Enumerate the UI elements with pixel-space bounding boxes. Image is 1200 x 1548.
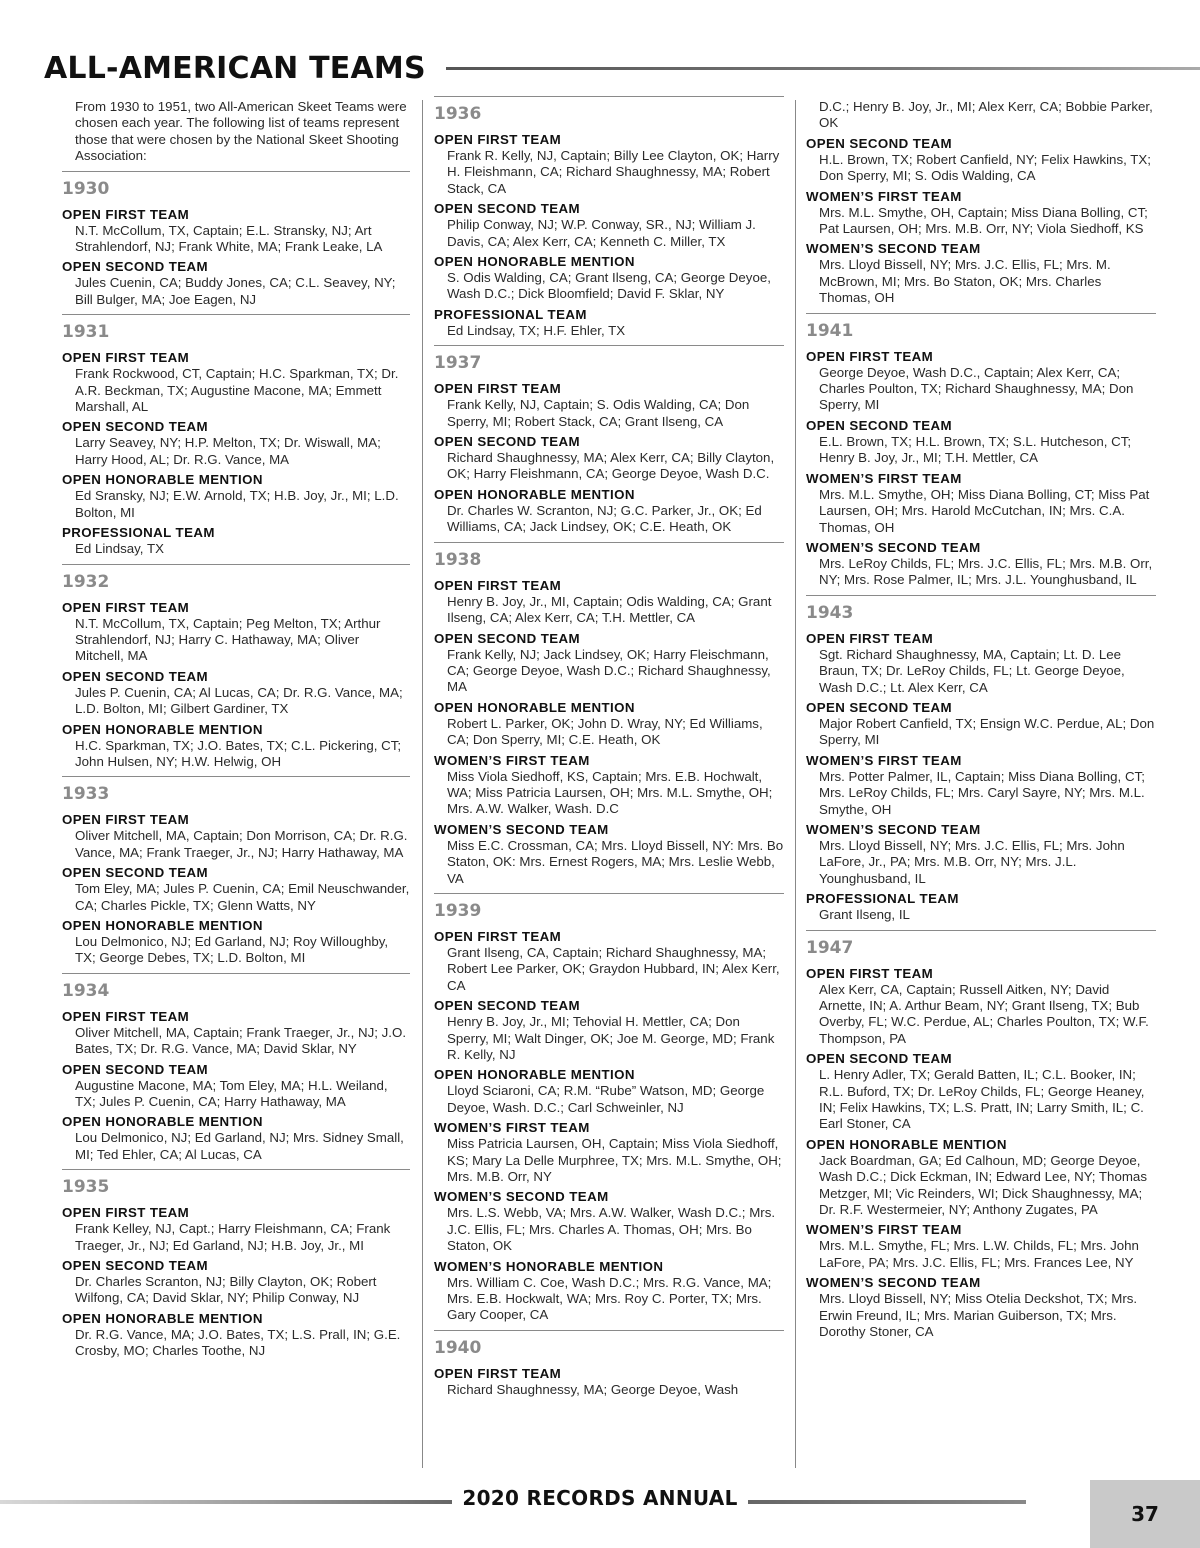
team-label: OPEN HONORABLE MENTION [62, 917, 263, 933]
team-label: WOMEN’S SECOND TEAM [434, 1189, 609, 1205]
team-members: Mrs. William C. Coe, Wash D.C.; Mrs. R.G. Vance, MA; Mrs. E.B. Hockwalt, WA; Mrs. Roy C. Porter, TX; Mrs. Gary Cooper, CA [447, 1274, 772, 1323]
team-label: PROFESSIONAL TEAM [62, 525, 215, 541]
column-2 [434, 96, 784, 1468]
team-members: Frank Rockwood, CT, Captain; H.C. Sparkman, TX; Dr. A.R. Beckman, TX; Augustine Macone, MA; Emmett Marshall, AL [75, 366, 399, 415]
team-members: Lou Delmonico, NJ; Ed Garland, NJ; Roy Willoughby, TX; George Debes, TX; L.D. Bolton, MI [75, 933, 389, 966]
team-members: S. Odis Walding, CA; Grant Ilseng, CA; George Deyoe, Wash D.C.; Dick Bloomfield; David F. Sklar, NY [447, 270, 771, 302]
team-members: Dr. R.G. Vance, MA; J.O. Bates, TX; L.S. Prall, IN; G.E. Crosby, MO; Charles Toothe, NJ [75, 1326, 401, 1359]
team-label: OPEN SECOND TEAM [806, 135, 953, 151]
team-members: Robert L. Parker, OK; John D. Wray, NY; Ed Williams, CA; Don Sperry, MI; C.E. Heath, OK [447, 715, 763, 748]
year-heading: 1943 [806, 602, 854, 623]
year-block [62, 564, 410, 777]
team-label: PROFESSIONAL TEAM [434, 306, 587, 322]
team-members: Jack Boardman, GA; Ed Calhoun, MD; George Deyoe, Wash D.C.; Dick Eckman, IN; Edward Lee, NY; Thomas Metzger, MI; Vic Reinders, WI; Dick Shaughnessy, MA; Dr. R.F. Westermeier, NY; Anthony Zugates, PA [819, 1152, 1147, 1218]
team-label: PROFESSIONAL TEAM [806, 891, 959, 907]
year-block [62, 314, 410, 563]
year-heading: 1935 [62, 1177, 110, 1198]
team-label: WOMEN’S HONORABLE MENTION [434, 1258, 664, 1274]
team-label: OPEN SECOND TEAM [62, 668, 209, 684]
year-heading: 1947 [806, 937, 854, 958]
team-label: OPEN HONORABLE MENTION [62, 1114, 263, 1130]
team-label: OPEN FIRST TEAM [62, 1008, 190, 1024]
team-members: Henry B. Joy, Jr., MI, Captain; Odis Walding, CA; Grant Ilseng, CA; Alex Kerr, CA; T.H. Mettler, CA [447, 593, 772, 626]
team-members: Mrs. L.S. Webb, VA; Mrs. A.W. Walker, Wash D.C.; Mrs. J.C. Ellis, FL; Mrs. Charles A. Thomas, OH; Mrs. Bo Staton, OK [447, 1205, 776, 1254]
team-label: OPEN FIRST TEAM [434, 577, 562, 593]
team-members: E.L. Brown, TX; H.L. Brown, TX; S.L. Hutcheson, CT; Henry B. Joy, Jr., MI; T.H. Mettler, CA [819, 433, 1132, 466]
footer-rule [748, 1500, 1026, 1504]
team-label: OPEN HONORABLE MENTION [434, 254, 635, 270]
team-members: Frank Kelly, NJ; Jack Lindsey, OK; Harry Fleischmann, CA; George Deyoe, Wash D.C.; Richard Shaughnessy, MA [447, 646, 771, 695]
header-rule [446, 67, 1200, 70]
year-heading: 1939 [434, 900, 482, 921]
team-label: OPEN HONORABLE MENTION [434, 486, 635, 502]
team-label: OPEN SECOND TEAM [806, 417, 953, 433]
team-label: OPEN FIRST TEAM [62, 812, 190, 828]
team-label: WOMEN’S FIRST TEAM [806, 752, 962, 768]
team-members: Dr. Charles W. Scranton, NJ; G.C. Parker, Jr., OK; Ed Williams, CA; Jack Lindsey, OK; C.E. Heath, OK [447, 502, 762, 535]
team-label: WOMEN’S SECOND TEAM [806, 1275, 981, 1291]
team-members: Frank Kelley, NJ, Capt.; Harry Fleishmann, CA; Frank Traeger, Jr., NJ; Ed Garland, NJ; H.B. Joy, Jr., MI [75, 1221, 391, 1253]
team-members: Frank Kelly, NJ, Captain; S. Odis Walding, CA; Don Sperry, MI; Robert Stack, CA; Grant Ilseng, CA [447, 397, 750, 429]
team-members: Richard Shaughnessy, MA; Alex Kerr, CA; Billy Clayton, OK; Harry Fleishmann, CA; George Deyoe, Wash D.C. [447, 450, 775, 482]
column-divider [795, 100, 796, 1468]
year-heading: 1941 [806, 320, 854, 341]
year-block [806, 930, 1156, 1347]
team-members: Jules Cuenin, CA; Buddy Jones, CA; C.L. Seavey, NY; Bill Bulger, MA; Joe Eagen, NJ [75, 275, 396, 307]
year-heading: 1936 [434, 104, 482, 124]
team-members: Miss Viola Siedhoff, KS, Captain; Mrs. E.B. Hochwalt, WA; Miss Patricia Laursen, OH; Mrs. M.L. Smythe, OH; Mrs. A.W. Walker, Wash. D.C [447, 768, 773, 817]
year-block [62, 776, 410, 972]
team-label: OPEN SECOND TEAM [434, 434, 581, 450]
column-1 [62, 96, 410, 1468]
intro-paragraph: From 1930 to 1951, two All-American Skeet Teams were chosen each year. The following list of teams represent those that were chosen by the National Skeet Shooting Association: [75, 99, 407, 164]
year-heading: 1930 [62, 178, 110, 199]
year-block [806, 595, 1156, 930]
team-members: Lloyd Sciaroni, CA; R.M. “Rube” Watson, MD; George Deyoe, Wash. D.C.; Carl Schweinler, NJ [447, 1083, 765, 1115]
team-label: OPEN SECOND TEAM [62, 865, 209, 881]
team-members: L. Henry Adler, TX; Gerald Batten, IL; C.L. Booker, IN; R.L. Buford, TX; Dr. LeRoy Childs, FL; George Heaney, IN; Felix Hawkins, TX; L.S. Pratt, IN; Larry Smith, IL; C. Earl Stoner, CA [819, 1067, 1145, 1132]
team-label: OPEN FIRST TEAM [434, 928, 562, 944]
year-heading: 1938 [434, 549, 482, 570]
team-members: Oliver Mitchell, MA, Captain; Frank Traeger, Jr., NJ; J.O. Bates, TX; Dr. R.G. Vance, MA; David Sklar, NY [75, 1024, 407, 1057]
continued-year-block [806, 96, 1156, 313]
year-block [434, 345, 784, 541]
footer-title: 2020 RECORDS ANNUAL [462, 1486, 738, 1510]
year-heading: 1940 [434, 1337, 482, 1358]
team-members: Grant Ilseng, IL [819, 907, 910, 923]
footer-rule [0, 1500, 452, 1504]
team-label: OPEN SECOND TEAM [62, 1258, 209, 1274]
year-heading: 1932 [62, 571, 110, 592]
team-label: OPEN HONORABLE MENTION [62, 721, 263, 737]
page-footer [0, 1484, 1200, 1548]
team-members: Alex Kerr, CA, Captain; Russell Aitken, NY; David Arnette, IN; A. Arthur Beam, NY; Grant Ilseng, TX; Bub Overby, FL; W.C. Perdue, AL; Charles Poulton, TX; W.F. Thompson, PA [819, 981, 1149, 1046]
year-block [434, 542, 784, 893]
team-label: OPEN HONORABLE MENTION [62, 472, 263, 488]
team-members: Henry B. Joy, Jr., MI; Tehovial H. Mettler, CA; Don Sperry, MI; Walt Dinger, OK; Joe M. George, MD; Frank R. Kelly, NJ [447, 1014, 775, 1062]
team-label: WOMEN’S FIRST TEAM [806, 1222, 962, 1238]
team-label: OPEN HONORABLE MENTION [434, 699, 635, 715]
team-label: WOMEN’S SECOND TEAM [434, 821, 609, 837]
team-members: Mrs. Potter Palmer, IL, Captain; Miss Diana Bolling, CT; Mrs. LeRoy Childs, FL; Mrs. Caryl Sayre, NY; Mrs. M.L. Smythe, OH [819, 768, 1145, 817]
team-label: OPEN FIRST TEAM [434, 1365, 562, 1381]
team-label: WOMEN’S SECOND TEAM [806, 539, 981, 555]
team-members: Lou Delmonico, NJ; Ed Garland, NJ; Mrs. Sidney Small, MI; Ted Ehler, CA; Al Lucas, CA [75, 1130, 404, 1162]
team-label: OPEN HONORABLE MENTION [62, 1310, 263, 1326]
team-members: Miss Patricia Laursen, OH, Captain; Miss Viola Siedhoff, KS; Mary La Delle Murphree, TX; Mrs. M.L. Smythe, OH; Mrs. M.B. Orr, NY [447, 1136, 782, 1185]
team-label: WOMEN’S FIRST TEAM [806, 188, 962, 204]
team-members: George Deyoe, Wash D.C., Captain; Alex Kerr, CA; Charles Poulton, TX; Richard Shaughnessy, MA; Don Sperry, MI [819, 364, 1134, 413]
team-members: Miss E.C. Crossman, CA; Mrs. Lloyd Bissell, NY: Mrs. Bo Staton, OK: Mrs. Ernest Rogers, MA; Mrs. Leslie Webb, VA [447, 837, 784, 886]
team-members: Dr. Charles Scranton, NJ; Billy Clayton, OK; Robert Wilfong, CA; David Sklar, NY; Philip Conway, NJ [75, 1274, 377, 1306]
team-label: OPEN FIRST TEAM [62, 599, 190, 615]
team-members: Sgt. Richard Shaughnessy, MA, Captain; Lt. D. Lee Braun, TX; Dr. LeRoy Childs, FL; Lt. George Deyoe, Wash D.C.; Lt. Alex Kerr, CA [819, 646, 1125, 695]
year-heading: 1931 [62, 322, 110, 343]
year-heading: 1934 [62, 980, 110, 1001]
team-label: OPEN FIRST TEAM [434, 132, 562, 147]
page-number-box [1090, 1480, 1200, 1548]
team-members: Larry Seavey, NY; H.P. Melton, TX; Dr. Wiswall, MA; Harry Hood, AL; Dr. R.G. Vance, MA [75, 435, 381, 467]
team-label: OPEN FIRST TEAM [806, 630, 934, 646]
team-members: Richard Shaughnessy, MA; George Deyoe, Wash [447, 1381, 739, 1397]
team-members: Ed Sransky, NJ; E.W. Arnold, TX; H.B. Joy, Jr., MI; L.D. Bolton, MI [75, 488, 399, 520]
team-members: Oliver Mitchell, MA, Captain; Don Morrison, CA; Dr. R.G. Vance, MA; Frank Traeger, Jr., NJ; Harry Hathaway, MA [75, 828, 408, 860]
team-label: OPEN HONORABLE MENTION [434, 1067, 635, 1083]
team-label: OPEN FIRST TEAM [434, 381, 562, 397]
year-block [62, 1169, 410, 1365]
team-label: OPEN FIRST TEAM [62, 206, 190, 222]
year-block [62, 171, 410, 315]
team-members: Augustine Macone, MA; Tom Eley, MA; H.L. Weiland, TX; Jules P. Cuenin, CA; Harry Hathaway, MA [75, 1077, 388, 1109]
column-divider [422, 100, 423, 1468]
year-block [62, 973, 410, 1169]
team-members: Mrs. LeRoy Childs, FL; Mrs. J.C. Ellis, FL; Mrs. M.B. Orr, NY; Mrs. Rose Palmer, IL; Mrs. J.L. Younghusband, IL [819, 555, 1153, 588]
team-members: Philip Conway, NJ; W.P. Conway, SR., NJ; William J. Davis, CA; Alex Kerr, CA; Kenneth C. Miller, TX [447, 217, 756, 249]
year-block [434, 893, 784, 1330]
team-members: D.C.; Henry B. Joy, Jr., MI; Alex Kerr, CA; Bobbie Parker, OK [819, 99, 1153, 131]
team-members: N.T. McCollum, TX, Captain; Peg Melton, TX; Arthur Strahlendorf, NJ; Harry C. Hathaway, MA; Oliver Mitchell, MA [75, 615, 381, 664]
team-label: WOMEN’S FIRST TEAM [434, 1120, 590, 1136]
team-members: Ed Lindsay, TX [75, 541, 164, 557]
team-members: Mrs. M.L. Smythe, FL; Mrs. L.W. Childs, FL; Mrs. John LaFore, PA; Mrs. J.C. Ellis, FL; Mrs. Frances Lee, NY [819, 1238, 1139, 1270]
team-label: OPEN SECOND TEAM [62, 1061, 209, 1077]
team-label: OPEN SECOND TEAM [62, 259, 209, 275]
team-members: Grant Ilseng, CA, Captain; Richard Shaughnessy, MA; Robert Lee Parker, OK; Graydon Hubbard, IN; Alex Kerr, CA [447, 944, 780, 993]
team-label: OPEN FIRST TEAM [806, 965, 934, 981]
team-members: Major Robert Canfield, TX; Ensign W.C. Perdue, AL; Don Sperry, MI [819, 715, 1155, 748]
team-label: WOMEN’S FIRST TEAM [806, 470, 962, 486]
team-label: OPEN SECOND TEAM [806, 1051, 953, 1067]
year-heading: 1933 [62, 784, 110, 805]
year-heading: 1937 [434, 353, 482, 374]
team-members: N.T. McCollum, TX, Captain; E.L. Stransky, NJ; Art Strahlendorf, NJ; Frank White, MA; Frank Leake, LA [75, 222, 383, 255]
team-members: Ed Lindsay, TX; H.F. Ehler, TX [447, 322, 626, 338]
team-label: OPEN SECOND TEAM [806, 699, 953, 715]
team-label: OPEN FIRST TEAM [806, 348, 934, 364]
page-header [44, 44, 1200, 92]
team-label: WOMEN’S SECOND TEAM [806, 241, 981, 257]
year-block [806, 313, 1156, 595]
team-members: Mrs. M.L. Smythe, OH; Miss Diana Bolling, CT; Miss Pat Laursen, OH; Mrs. Harold McCutchan, IN; Mrs. C.A. Thomas, OH [819, 486, 1150, 535]
team-label: OPEN FIRST TEAM [62, 1205, 190, 1221]
team-label: WOMEN’S FIRST TEAM [434, 752, 590, 768]
team-label: OPEN HONORABLE MENTION [806, 1136, 1007, 1152]
team-members: Frank R. Kelly, NJ, Captain; Billy Lee Clayton, OK; Harry H. Fleishmann, CA; Richard Shaughnessy, MA; Robert Stack, CA [447, 148, 780, 196]
page-number: 37 [1131, 1502, 1159, 1526]
team-members: Mrs. Lloyd Bissell, NY; Mrs. J.C. Ellis, FL; Mrs. John LaFore, Jr., PA; Mrs. M.B. Orr, NY; Mrs. J.L. Younghusband, IL [819, 837, 1125, 886]
team-label: OPEN SECOND TEAM [434, 998, 581, 1014]
team-members: Tom Eley, MA; Jules P. Cuenin, CA; Emil Neuschwander, CA; Charles Pickle, TX; Glenn Watts, NY [75, 881, 410, 913]
team-label: OPEN FIRST TEAM [62, 350, 190, 366]
team-members: H.L. Brown, TX; Robert Canfield, NY; Felix Hawkins, TX; Don Sperry, MI; S. Odis Walding, CA [819, 151, 1151, 184]
year-block [434, 96, 784, 345]
team-members: Mrs. M.L. Smythe, OH, Captain; Miss Diana Bolling, CT; Pat Laursen, OH; Mrs. M.B. Orr, NY; Viola Siedhoff, KS [819, 204, 1148, 237]
team-members: Jules P. Cuenin, CA; Al Lucas, CA; Dr. R.G. Vance, MA; L.D. Bolton, MI; Gilbert Gardiner, TX [75, 684, 403, 717]
team-members: Mrs. Lloyd Bissell, NY; Miss Otelia Deckshot, TX; Mrs. Erwin Freund, IL; Mrs. Marian Guiberson, TX; Mrs. Dorothy Stoner, CA [819, 1291, 1138, 1340]
page-title: ALL-AMERICAN TEAMS [44, 50, 426, 86]
team-label: WOMEN’S SECOND TEAM [806, 821, 981, 837]
column-3 [806, 96, 1156, 1468]
team-members: H.C. Sparkman, TX; J.O. Bates, TX; C.L. Pickering, CT; John Hulsen, NY; H.W. Helwig, OH [75, 737, 402, 769]
team-label: OPEN SECOND TEAM [434, 201, 581, 217]
team-label: OPEN SECOND TEAM [62, 419, 209, 435]
year-block [434, 1330, 784, 1404]
team-members: Mrs. Lloyd Bissell, NY; Mrs. J.C. Ellis, FL; Mrs. M. McBrown, MI; Mrs. Bo Staton, OK; Mrs. Charles Thomas, OH [819, 257, 1111, 306]
team-label: OPEN SECOND TEAM [434, 630, 581, 646]
